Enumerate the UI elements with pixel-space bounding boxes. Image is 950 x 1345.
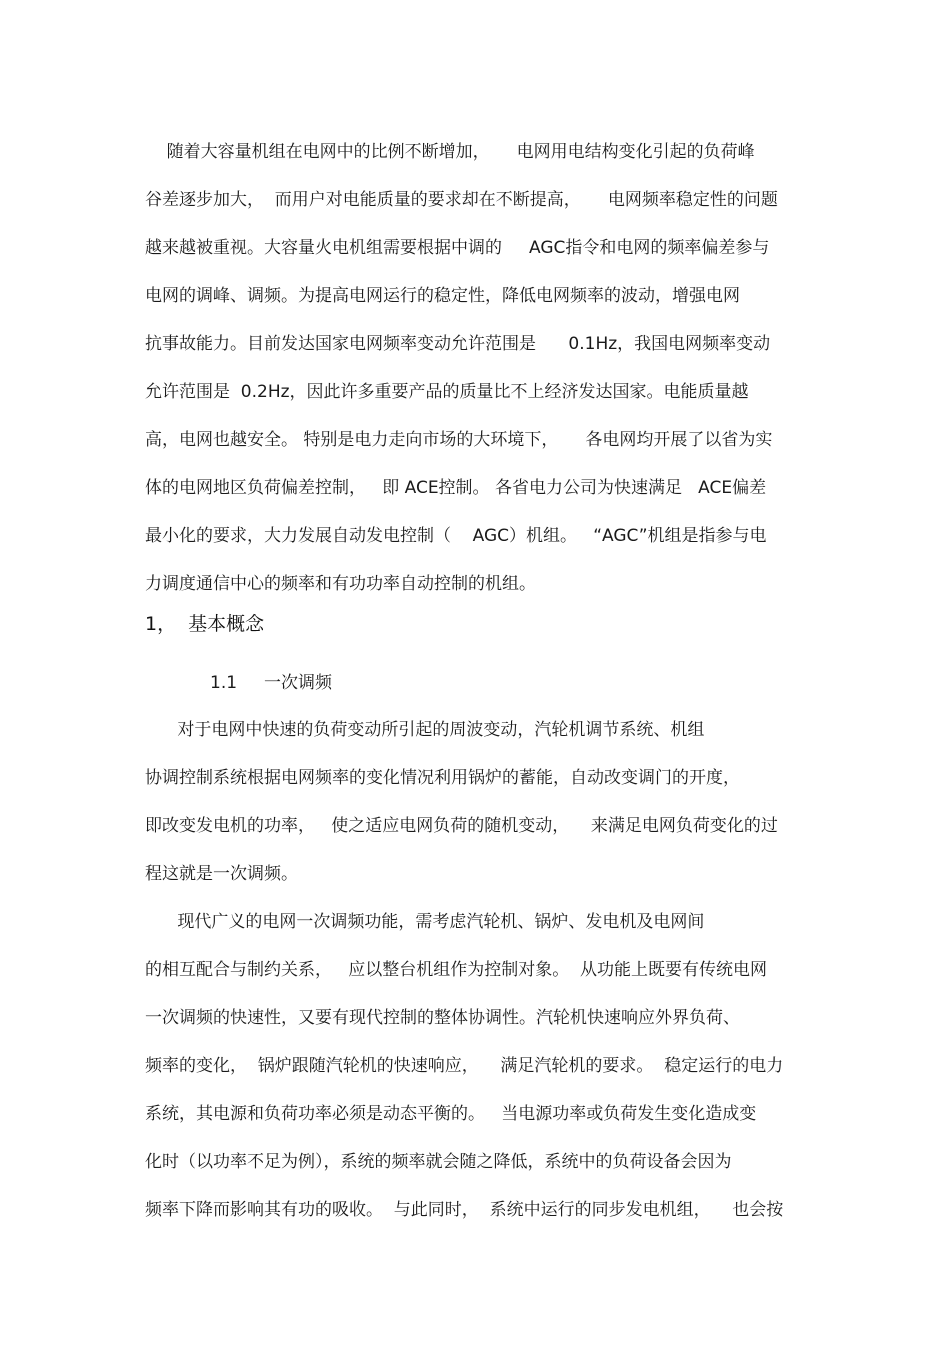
paragraph-2-line: 即改变发电机的功率， 使之适应电网负荷的随机变动， 来满足电网负荷变化的过 xyxy=(145,816,778,836)
paragraph-1-line: 电网的调峰、调频。为提高电网运行的稳定性，降低电网频率的波动，增强电网 xyxy=(145,286,740,306)
paragraph-2-line: 协调控制系统根据电网频率的变化情况利用锅炉的蓄能，自动改变调门的开度， xyxy=(145,768,740,788)
paragraph-1-line: 抗事故能力。目前发达国家电网频率变动允许范围是 0.1Hz，我国电网频率变动 xyxy=(145,334,771,354)
paragraph-1-line: 随着大容量机组在电网中的比例不断增加， 电网用电结构变化引起的负荷峰 xyxy=(145,142,755,162)
paragraph-2-line: 对于电网中快速的负荷变动所引起的周波变动，汽轮机调节系统、机组 xyxy=(145,720,705,740)
paragraph-3-line: 系统，其电源和负荷功率必须是动态平衡的。 当电源功率或负荷发生变化造成变 xyxy=(145,1104,757,1124)
paragraph-1-line: 最小化的要求，大力发展自动发电控制（ AGC）机组。 “AGC”机组是指参与电 xyxy=(145,526,767,546)
paragraph-1-line: 越来越被重视。大容量火电机组需要根据中调的 AGC指令和电网的频率偏差参与 xyxy=(145,238,770,258)
paragraph-3-line: 化时（以功率不足为例），系统的频率就会随之降低，系统中的负荷设备会因为 xyxy=(145,1152,732,1172)
paragraph-1-line: 谷差逐步加大， 而用户对电能质量的要求却在不断提高， 电网频率稳定性的问题 xyxy=(145,190,778,210)
paragraph-3-line: 频率下降而影响其有功的吸收。 与此同时， 系统中运行的同步发电机组， 也会按 xyxy=(145,1200,784,1220)
paragraph-2-line: 程这就是一次调频。 xyxy=(145,864,298,884)
paragraph-3-line: 的相互配合与制约关系， 应以整台机组作为控制对象。 从功能上既要有传统电网 xyxy=(145,960,768,980)
paragraph-3-line: 一次调频的快速性，又要有现代控制的整体协调性。汽轮机快速响应外界负荷、 xyxy=(145,1008,740,1028)
section-heading: 1， 基本概念 xyxy=(145,613,265,635)
paragraph-1-line: 力调度通信中心的频率和有功功率自动控制的机组。 xyxy=(145,574,536,594)
paragraph-3-line: 现代广义的电网一次调频功能，需考虑汽轮机、锅炉、发电机及电网间 xyxy=(145,912,705,932)
subsection-heading: 1.1 一次调频 xyxy=(210,673,333,693)
paragraph-3-line: 频率的变化， 锅炉跟随汽轮机的快速响应， 满足汽轮机的要求。 稳定运行的电力 xyxy=(145,1056,784,1076)
paragraph-1-line: 允许范围是 0.2Hz，因此许多重要产品的质量比不上经济发达国家。电能质量越 xyxy=(145,382,749,402)
paragraph-1-line: 体的电网地区负荷偏差控制， 即 ACE控制。 各省电力公司为快速满足 ACE偏差 xyxy=(145,478,767,498)
paragraph-1-line: 高，电网也越安全。 特别是电力走向市场的大环境下， 各电网均开展了以省为实 xyxy=(145,430,773,450)
